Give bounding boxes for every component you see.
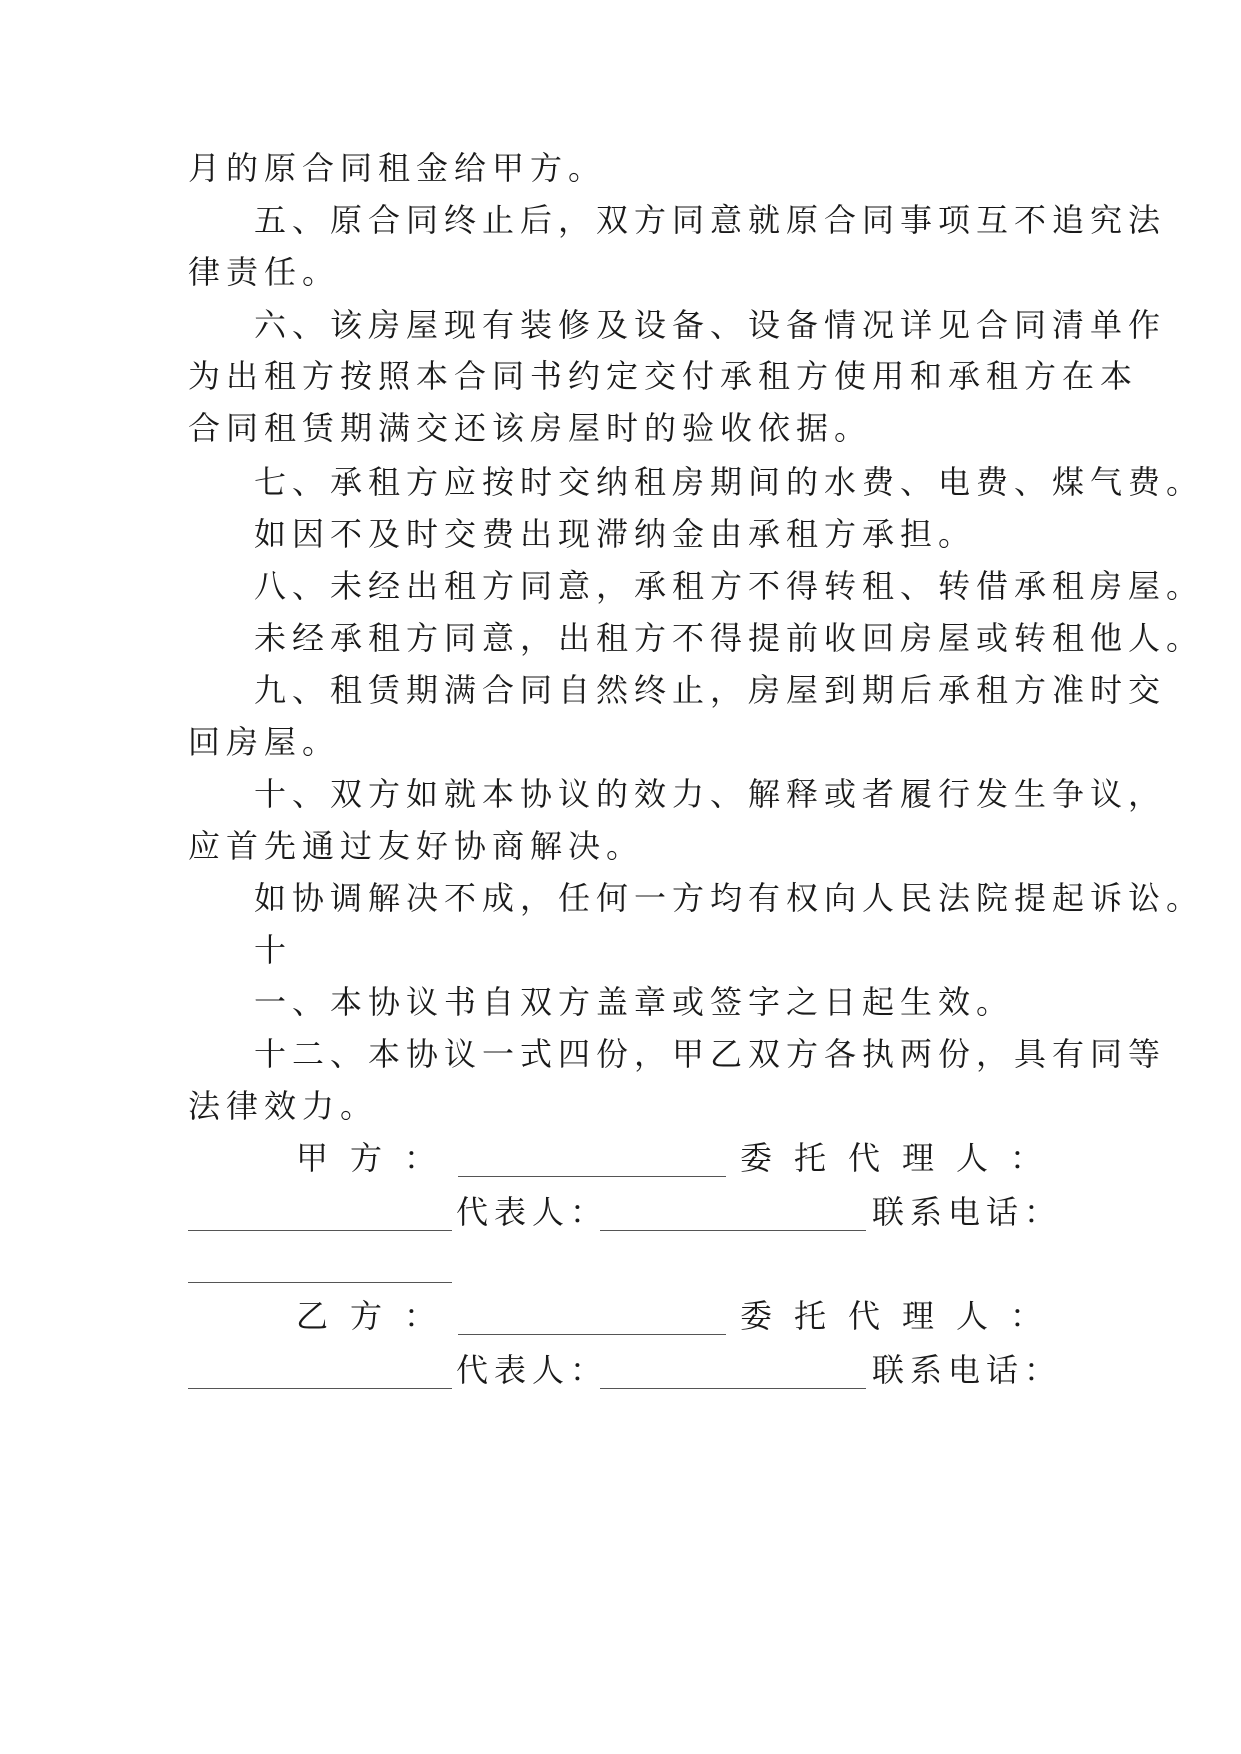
paragraph-line: 为出租方按照本合同书约定交付承租方使用和承租方在本 bbox=[188, 357, 1139, 395]
party-a-rep-signature-line bbox=[600, 1230, 866, 1231]
paragraph-line: 应首先通过友好协商解决。 bbox=[188, 827, 645, 865]
paragraph-line: 七、承租方应按时交纳租房期间的水费、电费、煤气费。 bbox=[254, 463, 1205, 501]
paragraph-line: 律责任。 bbox=[188, 253, 341, 291]
party-a-signature-line bbox=[458, 1176, 726, 1177]
party-a-label: 甲方： bbox=[296, 1139, 459, 1177]
paragraph-line: 月的原合同租金给甲方。 bbox=[188, 149, 607, 187]
paragraph-line: 回房屋。 bbox=[188, 723, 341, 761]
paragraph-line: 如协调解决不成，任何一方均有权向人民法院提起诉讼。 bbox=[254, 879, 1205, 917]
paragraph-line: 十二、本协议一式四份，甲乙双方各执两份，具有同等 bbox=[254, 1035, 1167, 1073]
paragraph-line: 十、双方如就本协议的效力、解释或者履行发生争议， bbox=[254, 775, 1167, 813]
paragraph-line: 如因不及时交费出现滞纳金由承租方承担。 bbox=[254, 515, 977, 553]
party-b-signature-line bbox=[458, 1334, 726, 1335]
party-b-label: 乙方： bbox=[296, 1297, 459, 1335]
party-a-phone-line bbox=[188, 1282, 452, 1283]
party-a-agent-label: 委托代理人： bbox=[740, 1139, 1065, 1177]
party-b-rep-signature-line bbox=[600, 1388, 866, 1389]
party-b-phone-label: 联系电话： bbox=[872, 1351, 1063, 1389]
party-a-rep-label: 代表人： bbox=[456, 1193, 609, 1231]
party-a-agent-signature-line bbox=[188, 1230, 452, 1231]
party-a-phone-label: 联系电话： bbox=[872, 1193, 1063, 1231]
paragraph-line: 法律效力。 bbox=[188, 1087, 379, 1125]
paragraph-line: 十 bbox=[254, 931, 293, 969]
paragraph-line: 九、租赁期满合同自然终止，房屋到期后承租方准时交 bbox=[254, 671, 1167, 709]
paragraph-line: 八、未经出租方同意，承租方不得转租、转借承租房屋。 bbox=[254, 567, 1205, 605]
paragraph-line: 六、该房屋现有装修及设备、设备情况详见合同清单作 bbox=[254, 306, 1167, 344]
party-b-rep-label: 代表人： bbox=[456, 1351, 609, 1389]
paragraph-line: 未经承租方同意，出租方不得提前收回房屋或转租他人。 bbox=[254, 619, 1205, 657]
paragraph-line: 五、原合同终止后，双方同意就原合同事项互不追究法 bbox=[254, 201, 1167, 239]
paragraph-line: 合同租赁期满交还该房屋时的验收依据。 bbox=[188, 409, 873, 447]
party-b-agent-signature-line bbox=[188, 1388, 452, 1389]
paragraph-line: 一、本协议书自双方盖章或签字之日起生效。 bbox=[254, 983, 1015, 1021]
party-b-agent-label: 委托代理人： bbox=[740, 1297, 1065, 1335]
